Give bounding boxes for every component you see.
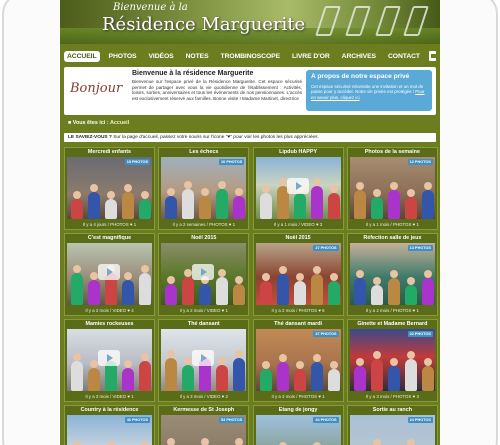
like-count: 6 bbox=[322, 308, 325, 313]
album-grid bbox=[64, 147, 436, 445]
person-figure bbox=[294, 281, 306, 305]
play-icon[interactable] bbox=[192, 350, 214, 366]
album-meta: Il y a 3 mois / VIDEO ♥ 2 bbox=[179, 394, 228, 399]
album-card[interactable] bbox=[347, 147, 438, 230]
album-card[interactable] bbox=[347, 405, 438, 445]
like-count: 1 bbox=[225, 308, 228, 313]
album-thumbnail[interactable] bbox=[256, 415, 341, 445]
person-figure bbox=[165, 196, 177, 219]
album-card[interactable] bbox=[64, 319, 155, 402]
album-title[interactable]: Etang de jongy bbox=[278, 407, 318, 413]
like-count: 1 bbox=[416, 222, 419, 227]
album-title[interactable]: Thé dansant mardi bbox=[274, 321, 323, 327]
album-card[interactable] bbox=[158, 405, 249, 445]
screen bbox=[60, 0, 440, 445]
breadcrumb-current[interactable]: Accueil bbox=[109, 120, 130, 126]
photo-count-badge: 10 PHOTOS bbox=[221, 160, 243, 164]
album-card[interactable] bbox=[253, 319, 344, 402]
about-text: Cet espace sécurisé nécessite une invitation et un mot de passe pour y accéder. Notre vie privée est protégée ! Pour en savoir plus, cliquez ici bbox=[311, 84, 425, 100]
person-figure bbox=[88, 192, 100, 219]
person-figure bbox=[328, 193, 340, 219]
album-card[interactable] bbox=[64, 233, 155, 316]
logout-icon[interactable] bbox=[429, 51, 436, 61]
person-figure bbox=[294, 193, 306, 219]
album-meta: Il y a 2 mois / VIDEO ♥ 4 bbox=[85, 308, 134, 313]
album-meta: Il y a 2 semaines / PHOTOS ♥ 1 bbox=[172, 222, 236, 227]
person-figure bbox=[328, 281, 340, 305]
heart-icon[interactable]: ♥ bbox=[315, 222, 319, 227]
like-count: 1 bbox=[232, 222, 236, 227]
play-icon[interactable] bbox=[192, 264, 214, 280]
about-link[interactable]: Pour en savoir plus, cliquez ici bbox=[311, 89, 425, 100]
nav-item-trombinoscope[interactable]: TROMBINOSCOPE bbox=[220, 52, 281, 60]
person-figure bbox=[216, 277, 228, 305]
album-card[interactable] bbox=[158, 233, 249, 316]
album-meta: Il y a 2 mois / VIDEO ♥ 1 bbox=[179, 308, 228, 313]
album-title[interactable]: Lipdub HAPPY bbox=[279, 149, 318, 155]
person-figure bbox=[139, 199, 151, 219]
album-title[interactable]: Mamies rockeuses bbox=[85, 321, 134, 327]
site-title: Résidence Marguerite bbox=[102, 14, 306, 35]
album-title[interactable]: Noël 2015 bbox=[191, 235, 217, 241]
album-thumbnail[interactable] bbox=[161, 329, 246, 391]
like-count: 4 bbox=[131, 308, 134, 313]
album-title[interactable]: Country à la résidence bbox=[80, 407, 139, 413]
person-figure bbox=[139, 361, 151, 391]
person-figure bbox=[122, 280, 134, 305]
album-meta: Il y a 2 mois / PHOTOS ♥ 6 bbox=[271, 308, 325, 313]
person-figure bbox=[233, 284, 245, 305]
person-figure bbox=[165, 358, 177, 391]
photo-count-badge: 13 PHOTOS bbox=[409, 246, 431, 250]
person-figure bbox=[182, 365, 194, 391]
person-figure bbox=[71, 361, 83, 391]
tip-text: Sur la page d'accueil, passez votre souris sur l'icone "♥" pour voir les photos les plus appréciées. bbox=[113, 135, 319, 140]
heart-icon[interactable]: ♥ bbox=[412, 222, 416, 227]
nav-item-contact[interactable]: CONTACT bbox=[387, 52, 420, 60]
photo-count-badge: 46 PHOTOS bbox=[126, 418, 148, 422]
like-count: 2 bbox=[225, 394, 228, 399]
about-box bbox=[306, 70, 432, 111]
person-figure bbox=[354, 278, 366, 305]
person-figure bbox=[277, 274, 289, 305]
tip-label: LE SAVIEZ-VOUS ? bbox=[68, 135, 112, 140]
person-figure bbox=[260, 281, 272, 305]
person-figure bbox=[294, 369, 306, 391]
album-title[interactable]: Mercredi enfants bbox=[87, 149, 132, 155]
person-figure bbox=[354, 366, 366, 391]
person-figure bbox=[105, 199, 117, 219]
album-meta: Il y a 2 mois / PHOTOS ♥ 1 bbox=[365, 308, 419, 313]
person-figure bbox=[71, 199, 83, 219]
person-figure bbox=[182, 277, 194, 305]
banner-subtitle: Bienvenue à la bbox=[113, 2, 188, 13]
album-title[interactable]: Photos de la semaine bbox=[364, 149, 420, 155]
person-figure bbox=[122, 368, 134, 391]
heart-icon[interactable]: ♥ bbox=[221, 394, 225, 399]
album-title[interactable]: Thé dansant bbox=[187, 321, 220, 327]
album-meta: Il y a 3 mois / PHOTOS ♥ 3 bbox=[365, 394, 419, 399]
album-title[interactable]: Les échecs bbox=[189, 149, 219, 155]
album-title[interactable]: Kermesse de St Joseph bbox=[173, 407, 235, 413]
person-figure bbox=[371, 359, 383, 391]
album-card[interactable] bbox=[158, 147, 249, 230]
person-figure bbox=[388, 190, 400, 219]
person-figure bbox=[422, 366, 434, 391]
album-thumbnail[interactable] bbox=[350, 329, 435, 391]
person-figure bbox=[260, 193, 272, 219]
photo-count-badge: 53 PHOTOS bbox=[221, 418, 243, 422]
main-nav bbox=[64, 48, 436, 64]
person-figure bbox=[199, 196, 211, 219]
person-figure bbox=[216, 365, 228, 391]
album-title[interactable]: Noël 2015 bbox=[285, 235, 311, 241]
heart-icon[interactable]: ♥ bbox=[318, 308, 321, 313]
person-figure bbox=[405, 359, 417, 391]
album-thumbnail[interactable] bbox=[67, 329, 152, 391]
album-thumbnail[interactable] bbox=[256, 329, 341, 391]
heart-icon[interactable]: ♥ bbox=[129, 222, 133, 227]
person-figure bbox=[311, 362, 323, 391]
person-figure bbox=[88, 280, 100, 305]
nav-item-photos[interactable]: PHOTOS bbox=[108, 52, 137, 60]
heart-icon[interactable]: ♥ bbox=[318, 394, 321, 399]
person-figure bbox=[388, 278, 400, 305]
album-title[interactable]: Réfection salle de jeux bbox=[363, 235, 422, 241]
heart-icon[interactable]: ♥ bbox=[228, 222, 232, 227]
heart-icon[interactable]: ♥ bbox=[127, 308, 130, 313]
album-title[interactable]: Sortie au ranch bbox=[372, 407, 413, 413]
person-figure bbox=[122, 192, 134, 219]
album-thumbnail[interactable] bbox=[256, 157, 341, 219]
like-count: 1 bbox=[322, 394, 325, 399]
album-thumbnail[interactable] bbox=[67, 243, 152, 305]
play-icon[interactable] bbox=[287, 178, 309, 194]
person-figure bbox=[354, 190, 366, 219]
album-card[interactable] bbox=[253, 405, 344, 445]
heart-icon[interactable]: ♥ bbox=[412, 394, 416, 399]
album-title[interactable]: Ginette et Madame Bernard bbox=[357, 321, 428, 327]
album-thumbnail[interactable] bbox=[67, 415, 152, 445]
header-banner bbox=[60, 0, 440, 44]
album-card[interactable] bbox=[347, 233, 438, 316]
person-figure bbox=[405, 285, 417, 305]
person-figure bbox=[371, 197, 383, 219]
nav-item-livre-dor[interactable]: LIVRE D'OR bbox=[292, 52, 330, 60]
album-meta: Il y a 4 jours / PHOTOS ♥ 1 bbox=[82, 222, 137, 227]
home-icon: ■ bbox=[68, 120, 73, 126]
bonjour-logo: Bonjour bbox=[70, 81, 123, 96]
heart-icon[interactable]: ♥ bbox=[412, 308, 416, 313]
photo-count-badge: 24 PHOTOS bbox=[409, 418, 431, 422]
welcome-title: Bienvenue à la résidence Marguerite bbox=[132, 70, 254, 77]
like-count: 1 bbox=[416, 308, 419, 313]
person-figure bbox=[328, 369, 340, 391]
photo-count-badge: 15 PHOTOS bbox=[126, 160, 148, 164]
album-thumbnail[interactable] bbox=[161, 415, 246, 445]
album-meta: Il y a 1 mois / PHOTOS ♥ 1 bbox=[365, 222, 419, 227]
person-figure bbox=[233, 358, 245, 391]
about-title: A propos de notre espace privé bbox=[311, 73, 410, 80]
like-count: 1 bbox=[131, 394, 134, 399]
album-thumbnail[interactable] bbox=[161, 157, 246, 219]
like-count: 3 bbox=[319, 222, 323, 227]
person-figure bbox=[388, 366, 400, 391]
person-figure bbox=[216, 189, 228, 219]
album-card[interactable] bbox=[64, 147, 155, 230]
photo-count-badge: 34 PHOTOS bbox=[315, 418, 337, 422]
album-thumbnail[interactable] bbox=[350, 415, 435, 445]
person-figure bbox=[422, 190, 434, 219]
person-figure bbox=[422, 278, 434, 305]
person-figure bbox=[311, 274, 323, 305]
breadcrumb: ■ Vous êtes ici : Accueil bbox=[68, 120, 130, 126]
nav-item-archives[interactable]: ARCHIVES bbox=[341, 52, 376, 60]
album-card[interactable] bbox=[253, 147, 344, 230]
album-thumbnail[interactable] bbox=[350, 243, 435, 305]
album-card[interactable] bbox=[158, 319, 249, 402]
album-title[interactable]: C'est magnifique bbox=[87, 235, 132, 241]
photo-count-badge: 27 PHOTOS bbox=[315, 246, 337, 250]
person-figure bbox=[139, 273, 151, 305]
nav-item-notes[interactable]: NOTES bbox=[185, 52, 209, 60]
person-figure bbox=[311, 186, 323, 219]
nav-item-accueil[interactable]: ACCUEIL bbox=[64, 51, 100, 62]
like-count: 1 bbox=[133, 222, 137, 227]
person-figure bbox=[71, 273, 83, 305]
nav-item-videos[interactable]: VIDÉOS bbox=[148, 52, 174, 60]
person-figure bbox=[182, 189, 194, 219]
person-figure bbox=[371, 285, 383, 305]
heart-icon[interactable]: ♥ bbox=[127, 394, 130, 399]
welcome-text: Bienvenue sur l'espace privé de la Résidence Marguerite. Cet espace sécurisé permet de partager avec vous la vie quotidienne de l'établissement : Activités, loisirs, sorties, anniversaires et tous les événements de nos pensionnaires. L'accès est exclusivement réservé aux familles. Bonne visite ! Madame Martinet, directrice bbox=[132, 79, 302, 101]
person-figure bbox=[260, 369, 272, 391]
person-figure bbox=[277, 362, 289, 391]
person-figure bbox=[88, 368, 100, 391]
album-thumbnail[interactable] bbox=[256, 243, 341, 305]
heart-icon[interactable]: ♥ bbox=[221, 308, 225, 313]
person-figure bbox=[165, 284, 177, 305]
person-figure bbox=[199, 284, 211, 305]
album-meta: Il y a 3 mois / VIDEO ♥ 1 bbox=[85, 394, 134, 399]
album-card[interactable] bbox=[64, 405, 155, 445]
photo-count-badge: 12 PHOTOS bbox=[409, 160, 431, 164]
album-card[interactable] bbox=[253, 233, 344, 316]
album-thumbnail[interactable] bbox=[161, 243, 246, 305]
play-icon[interactable] bbox=[98, 350, 120, 366]
welcome-panel bbox=[64, 67, 436, 115]
photo-count-badge: 37 PHOTOS bbox=[315, 332, 337, 336]
person-figure bbox=[233, 196, 245, 219]
play-icon[interactable] bbox=[98, 264, 120, 280]
album-thumbnail[interactable] bbox=[350, 157, 435, 219]
person-figure bbox=[405, 197, 417, 219]
tip-bar bbox=[64, 133, 436, 142]
like-count: 3 bbox=[416, 394, 419, 399]
photo-count-badge: 22 PHOTOS bbox=[409, 332, 431, 336]
album-thumbnail[interactable] bbox=[67, 157, 152, 219]
album-card[interactable] bbox=[347, 319, 438, 402]
album-meta: Il y a 1 mois / VIDEO ♥ 3 bbox=[273, 222, 323, 227]
album-meta: Il y a 3 mois / PHOTOS ♥ 1 bbox=[271, 394, 325, 399]
